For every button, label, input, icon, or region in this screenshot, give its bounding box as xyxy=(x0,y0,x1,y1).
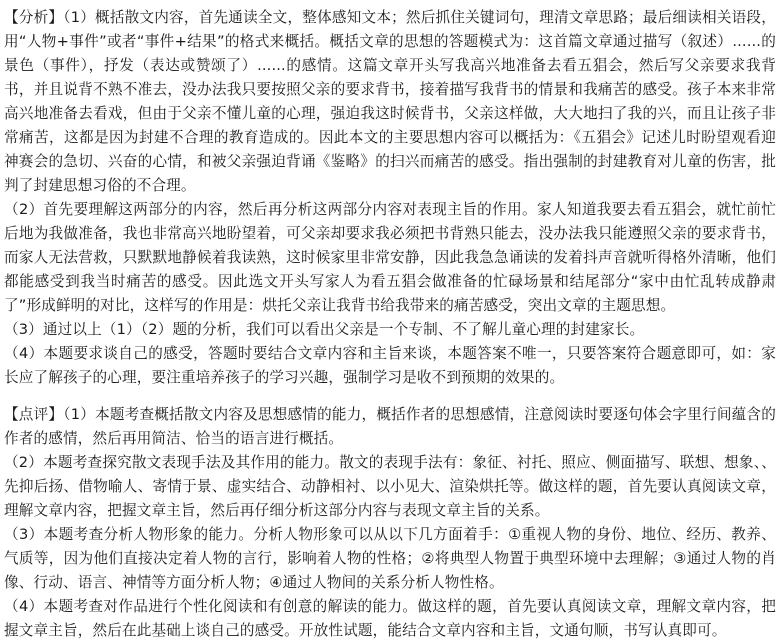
analysis-section xyxy=(4,6,776,390)
analysis-paragraph-3: （3）通过以上（1）（2）题的分析，我们可以看出父亲是一个专制、不了解儿童心理的封建家长。 xyxy=(4,321,645,338)
comment-section xyxy=(4,403,776,643)
comment-paragraph-4: （4）本题考查对作品进行个性化阅读和有创意的解读的能力。做这样的题，首先要认真阅读文章，理解文章内容，把握文章主旨，然后在此基础上谈自己的感受。开放性试题，能结合文章内容和主旨，文通句顺，书写认真即可。 xyxy=(4,598,776,639)
analysis-paragraph-4: （4）本题要求谈自己的感受，答题时要结合文章内容和主旨来谈，本题答案不唯一，只要答案符合题意即可，如：家长应了解孩子的心理，要注重培养孩子的学习兴趣，强制学习是收不到预期的效果的。 xyxy=(4,345,776,386)
comment-paragraph-2: （2）本题考查探究散文表现手法及其作用的能力。散文的表现手法有：象征、衬托、照应、侧面描写、联想、想象、、先抑后扬、借物喻人、寄情于景、虚实结合、动静相衬、以小见大、渲染烘托等。做这样的题，首先要认真阅读文章，理解文章内容，把握文章主旨，然后再仔细分析这部分内容与表现文章主旨的关系。 xyxy=(4,454,776,519)
comment-paragraph-3: （3）本题考查分析人物形象的能力。分析人物形象可以从以下几方面着手：①重视人物的身份、地位、经历、教养、气质等，因为他们直接决定着人物的言行，影响着人物的性格；②将典型人物置于典型环境中去理解；③通过人物的肖像、行动、语言、神情等方面分析人物；④通过人物间的关系分析人物性格。 xyxy=(4,526,776,591)
analysis-paragraph-1: 【分析】（1）概括散文内容，首先通读全文，整体感知文本；然后抓住关键词句，理清文章思路；最后细读相关语段，用“人物+事件”或者“事件+结果”的格式来概括。概括文章的思想的答题模式为：这首篇文章通过描写（叙述）......的景色（事件），抒发（表达或赞颂了）......的感情。这篇文章开头写我高兴地准备去看五猖会，然后写父亲要求我背书，并且说背不熟不准去，没办法我只要按照父亲的要求背书，接着描写我背书的情景和我痛苦的感受。孩子本来非常高兴地准备去看戏，但由于父亲不懂儿童的心理，强迫我这时候背书，父亲这样做，大大地扫了我的兴，而且让孩子非常痛苦，这都是因为封建不合理的教育造成的。因此本文的主要思想内容可以概括为：《五猖会》记述儿时盼望观看迎神赛会的急切、兴奋的心情，和被父亲强迫背诵《鉴略》的扫兴而痛苦的感受。指出强制的封建教育对儿童的伤害，批判了封建思想习俗的不合理。 xyxy=(4,9,776,194)
section-gap xyxy=(4,390,776,403)
comment-paragraph-1: 【点评】（1）本题考查概括散文内容及思想感情的能力，概括作者的思想感情，注意阅读时要逐句体会字里行间蕴含的作者的感情，然后再用简洁、恰当的语言进行概括。 xyxy=(4,406,776,447)
analysis-paragraph-2: （2）首先要理解这两部分的内容，然后再分析这两部分内容对表现主旨的作用。家人知道我要去看五猖会，就忙前忙后地为我做准备，我也非常高兴地盼望着，可父亲却要求我必须把书背熟只能去，没办法我只能遵照父亲的要求背书，而家人无法营救，只默默地静候着我读熟，这时候家里非常安静，因此我急急诵读的发着抖声音就听得格外清晰，他们都能感受到我当时痛苦的感受。因此选文开头写家人为看五猖会做准备的忙碌场景和结尾部分“家中由忙乱转成静肃了”形成鲜明的对比，这样写的作用是：烘托父亲让我背书给我带来的痛苦感受，突出文章的主题思想。 xyxy=(4,201,776,314)
